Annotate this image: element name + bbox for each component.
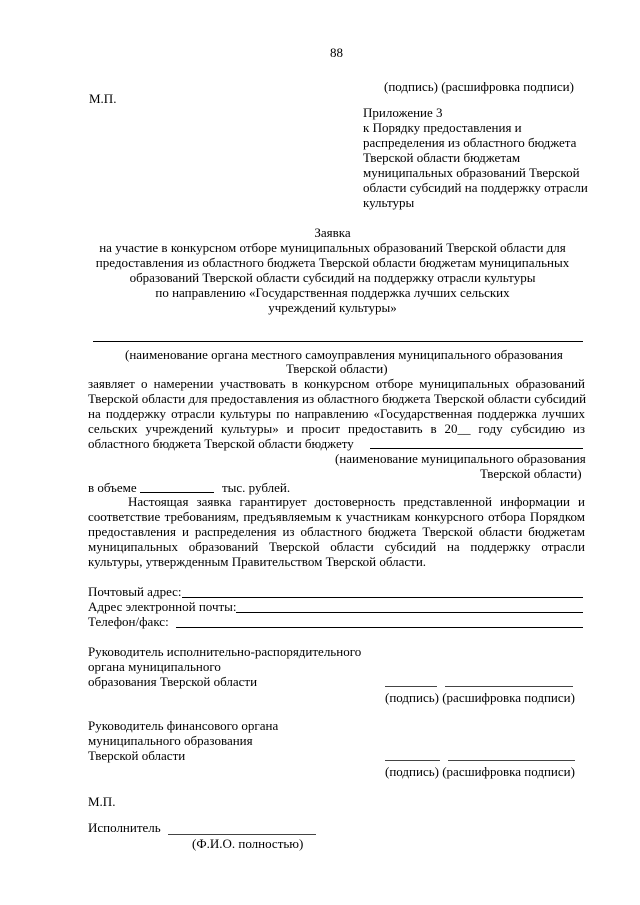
org-name-blank: [93, 341, 583, 342]
paragraph-line: заявляет о намерении участвовать в конкурсном отборе муниципальных образований: [88, 376, 585, 391]
appendix-line: Тверской области бюджетам: [363, 150, 521, 165]
phone-blank: [176, 627, 583, 628]
postal-address-blank: [182, 597, 583, 598]
org-caption: Тверской области): [286, 361, 388, 376]
head-executive-signature: (подпись) (расшифровка подписи): [385, 690, 575, 705]
appendix-line: культуры: [363, 195, 415, 210]
signature-blank: [385, 760, 440, 761]
signature-decode-blank: [448, 760, 575, 761]
budget-caption: (наименование муниципального образования: [335, 451, 586, 466]
paragraph-line: сельских учреждений культуры» и просит предоставить в 20__ году субсидию из: [88, 421, 585, 436]
email-blank: [236, 612, 583, 613]
amount-suffix: тыс. рублей.: [222, 480, 291, 495]
stamp-mark-bottom: М.П.: [88, 794, 116, 809]
postal-address-label: Почтовый адрес:: [88, 584, 182, 599]
amount-prefix: в объеме: [88, 480, 137, 495]
paragraph-line: культуры, утвержденным Правительством Тверской области.: [88, 554, 427, 569]
appendix-line: Приложение 3: [363, 105, 443, 120]
email-label: Адрес электронной почты:: [88, 599, 237, 614]
phone-label: Телефон/факс:: [88, 614, 169, 629]
appendix-line: к Порядку предоставления и: [363, 120, 522, 135]
paragraph-line: на поддержку отрасли культуры по направлению «Государственная поддержка лучших: [88, 406, 585, 421]
title-heading: Заявка: [314, 225, 351, 240]
executor-label: Исполнитель: [88, 820, 161, 835]
paragraph-line: областного бюджета Тверской области бюджету: [88, 436, 354, 451]
title-line: учреждений культуры»: [268, 300, 397, 315]
executor-blank: [168, 834, 316, 835]
appendix-line: области субсидий на поддержку отрасли: [363, 180, 588, 195]
title-line: образований Тверской области субсидий на поддержку отрасли культуры: [129, 270, 536, 285]
org-caption: (наименование органа местного самоуправления муниципального образования: [125, 347, 563, 362]
paragraph-line: предоставления и распределения из областного бюджета Тверской области бюджетам: [88, 524, 585, 539]
title-line: по направлению «Государственная поддержка лучших сельских: [155, 285, 510, 300]
head-finance-line: Руководитель финансового органа: [88, 718, 279, 733]
head-executive-line: органа муниципального: [88, 659, 221, 674]
executor-caption: (Ф.И.О. полностью): [192, 836, 304, 851]
paragraph-line: Настоящая заявка гарантирует достоверность представленной информации и: [128, 494, 585, 509]
appendix-line: распределения из областного бюджета: [363, 135, 577, 150]
paragraph-line: Тверской области для предоставления из областного бюджета Тверской области субсидий: [88, 391, 587, 406]
title-line: на участие в конкурсном отборе муниципальных образований Тверской области для: [99, 240, 566, 255]
signature-blank: [385, 686, 437, 687]
amount-blank: [140, 492, 214, 493]
top-signature-caption: (подпись) (расшифровка подписи): [384, 79, 574, 94]
head-finance-line: Тверской области: [88, 748, 186, 763]
paragraph-line: муниципальных образований Тверской области субсидий на поддержку отрасли: [88, 539, 585, 554]
appendix-line: муниципальных образований Тверской: [363, 165, 580, 180]
page-number: 88: [330, 45, 343, 60]
signature-decode-blank: [445, 686, 573, 687]
paragraph-line: соответствие требованиям, предъявляемым к участникам конкурсного отбора Порядком: [88, 509, 585, 524]
budget-name-blank: [370, 448, 583, 449]
head-finance-signature: (подпись) (расшифровка подписи): [385, 764, 575, 779]
stamp-mark-top: М.П.: [89, 91, 117, 106]
head-executive-line: образования Тверской области: [88, 674, 258, 689]
title-line: предоставления из областного бюджета Тверской области бюджетам муниципальных: [95, 255, 570, 270]
head-executive-line: Руководитель исполнительно-распорядительного: [88, 644, 362, 659]
head-finance-line: муниципального образования: [88, 733, 253, 748]
budget-caption: Тверской области): [480, 466, 582, 481]
